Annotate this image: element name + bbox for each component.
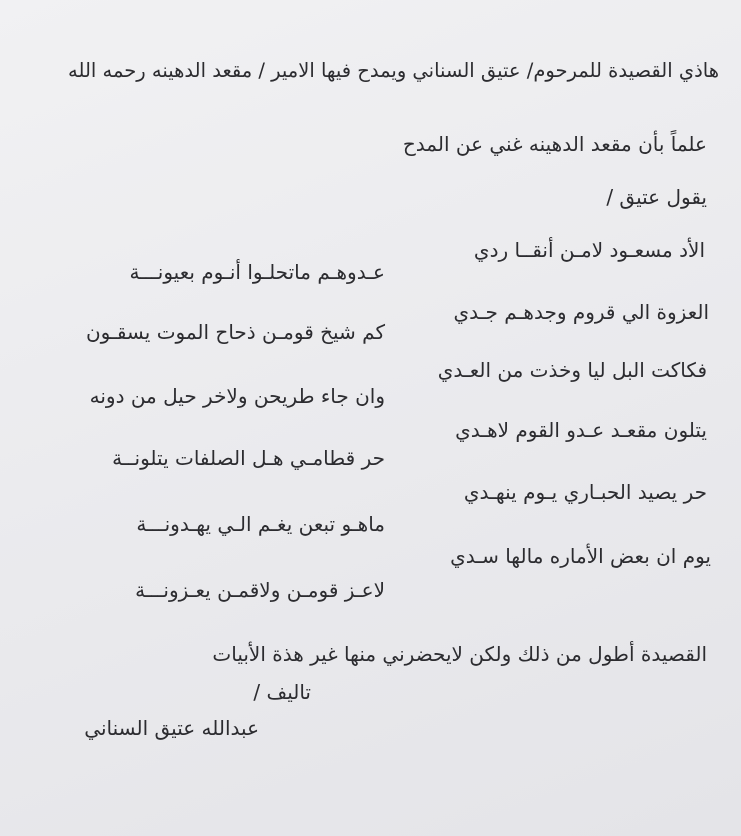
verse-4-first-hemistich: يتلون مقعـد عـدو القوم لاهـدي — [455, 418, 707, 442]
intro-line-3: يقول عتيق / — [606, 185, 707, 209]
verse-5-first-hemistich: حر يصيد الحبـاري يـوم ينهـدي — [463, 480, 707, 504]
verse-6-second-hemistich: لاعـز قومـن ولاقمـن يعـزونـــة — [135, 578, 385, 602]
author-name: عبدالله عتيق السناني — [84, 716, 259, 740]
verse-4-second-hemistich: حر قطامـي هـل الصلفات يتلونــة — [112, 446, 385, 470]
verse-1-first-hemistich: الأد مسعـود لامـن أنقــا ردي — [473, 238, 705, 262]
verse-5-second-hemistich: ماهـو تبعن يغـم الـي يهـدونـــة — [136, 512, 385, 536]
verse-6-first-hemistich: يوم ان بعض الأماره مالها سـدي — [450, 544, 711, 568]
intro-line-1: هاذي القصيدة للمرحوم/ عتيق السناني ويمدح فيها الامير / مقعد الدهينه رحمه الله — [68, 59, 719, 82]
verse-3-first-hemistich: فكاكت البل ليا وخذت من العـدي — [437, 358, 707, 382]
verse-1-second-hemistich: عـدوهـم ماتحلـوا أنـوم بعيونـــة — [129, 260, 385, 284]
closing-line: القصيدة أطول من ذلك ولكن لايحضرني منها غير هذة الأبيات — [212, 642, 707, 666]
intro-line-2: علماً بأن مقعد الدهينه غني عن المدح — [402, 132, 707, 156]
verse-3-second-hemistich: وان جاء طريحن ولاخر حيل من دونه — [89, 384, 385, 408]
verse-2-first-hemistich: العزوة الي قروم وجدهـم جـدي — [453, 300, 709, 324]
verse-2-second-hemistich: كم شيخ قومـن ذحاح الموت يسقـون — [85, 320, 385, 344]
authorship-label: تاليف / — [253, 680, 311, 704]
